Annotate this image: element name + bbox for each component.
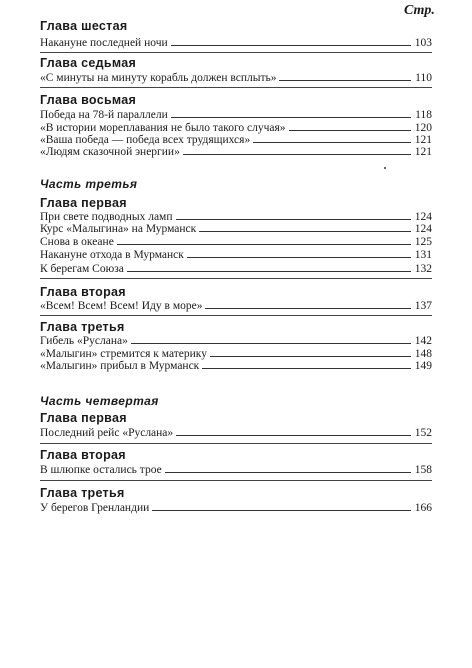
entry-title: Курс «Малыгина» на Мурманск <box>40 223 197 235</box>
toc-entry[interactable] <box>40 146 432 158</box>
section-rule <box>40 52 432 53</box>
entry-title: «С минуты на минуту корабль должен всплыть» <box>40 72 277 84</box>
dot-leader <box>183 154 411 155</box>
part-heading: Часть четвертая <box>40 394 159 408</box>
toc-entry[interactable] <box>40 360 432 372</box>
entry-page: 132 <box>414 263 432 275</box>
entry-page: 149 <box>414 360 432 372</box>
chapter-heading: Глава вторая <box>40 285 126 299</box>
chapter-heading: Глава седьмая <box>40 56 137 70</box>
entry-title: Накануне отхода в Мурманск <box>40 249 184 261</box>
section-rule <box>40 278 432 279</box>
entry-title: Последний рейс «Руслана» <box>40 427 174 439</box>
chapter-heading: Глава восьмая <box>40 93 137 107</box>
entry-title: «В истории мореплавания не было такого случая» <box>40 122 286 134</box>
entry-page: 103 <box>414 37 432 49</box>
toc-entry[interactable] <box>40 335 432 347</box>
entry-page: 158 <box>414 464 432 476</box>
toc-entry[interactable] <box>40 249 432 261</box>
dot-leader <box>210 356 411 357</box>
entry-page: 131 <box>414 249 432 261</box>
entry-title: «Людям сказочной энергии» <box>40 146 180 158</box>
entry-page: 152 <box>414 427 432 439</box>
dot-leader <box>253 142 411 143</box>
entry-page: 121 <box>414 146 432 158</box>
toc-entry[interactable] <box>40 348 432 360</box>
part-heading: Часть третья <box>40 177 138 191</box>
dot-leader <box>289 130 411 131</box>
dot-leader <box>171 117 411 118</box>
chapter-heading: Глава шестая <box>40 19 128 33</box>
entry-page: 121 <box>414 134 432 146</box>
entry-page: 124 <box>414 211 432 223</box>
toc-entry[interactable] <box>40 427 432 439</box>
entry-title: «Всем! Всем! Всем! Иду в море» <box>40 300 203 312</box>
chapter-heading: Глава первая <box>40 196 127 210</box>
entry-title: К берегам Союза <box>40 263 124 275</box>
entry-title: Накануне последней ночи <box>40 37 168 49</box>
dot-leader <box>171 45 411 46</box>
entry-title: У берегов Гренландии <box>40 502 150 514</box>
entry-title: Гибель «Руслана» <box>40 335 128 347</box>
dot-leader <box>176 435 411 436</box>
chapter-heading: Глава вторая <box>40 448 126 462</box>
toc-entry[interactable] <box>40 109 432 121</box>
entry-title: Победа на 78-й параллели <box>40 109 168 121</box>
dot-leader <box>127 271 411 272</box>
dot-leader <box>205 308 411 309</box>
toc-entry[interactable] <box>40 300 432 312</box>
entry-page: 125 <box>414 236 432 248</box>
entry-title: При свете подводных ламп <box>40 211 173 223</box>
toc-entry[interactable] <box>40 134 432 146</box>
entry-page: 148 <box>414 348 432 360</box>
toc-entry[interactable] <box>40 211 432 223</box>
dot-leader <box>202 368 411 369</box>
chapter-heading: Глава третья <box>40 320 125 334</box>
toc-entry[interactable] <box>40 122 432 134</box>
toc-entry[interactable] <box>40 37 432 49</box>
section-rule <box>40 87 432 88</box>
entry-title: «Малыгин» прибыл в Мурманск <box>40 360 200 372</box>
chapter-heading: Глава первая <box>40 411 127 425</box>
entry-title: Снова в океане <box>40 236 114 248</box>
dot-leader <box>165 472 411 473</box>
dot-leader <box>117 244 411 245</box>
dot-leader <box>131 343 411 344</box>
entry-title: «Ваша победа — победа всех трудящихся» <box>40 134 251 146</box>
toc-entry[interactable] <box>40 502 432 514</box>
print-speck <box>384 167 386 169</box>
entry-page: 166 <box>414 502 432 514</box>
toc-entry[interactable] <box>40 464 432 476</box>
dot-leader <box>176 219 412 220</box>
entry-page: 124 <box>414 223 432 235</box>
entry-title: В шлюпке остались трое <box>40 464 162 476</box>
entry-title: «Малыгин» стремится к материку <box>40 348 207 360</box>
entry-page: 110 <box>415 72 432 84</box>
section-rule <box>40 315 432 316</box>
toc-entry[interactable] <box>40 72 432 84</box>
dot-leader <box>279 80 411 81</box>
dot-leader <box>199 231 411 232</box>
dot-leader <box>152 510 411 511</box>
entry-page: 142 <box>414 335 432 347</box>
section-rule <box>40 443 432 444</box>
toc-entry[interactable] <box>40 263 432 275</box>
toc-entry[interactable] <box>40 236 432 248</box>
entry-page: 118 <box>415 109 432 121</box>
dot-leader <box>187 257 411 258</box>
entry-page: 137 <box>414 300 432 312</box>
page-column-header: Стр. <box>404 3 435 18</box>
toc-entry[interactable] <box>40 223 432 235</box>
entry-page: 120 <box>414 122 432 134</box>
section-rule <box>40 480 432 481</box>
chapter-heading: Глава третья <box>40 486 125 500</box>
